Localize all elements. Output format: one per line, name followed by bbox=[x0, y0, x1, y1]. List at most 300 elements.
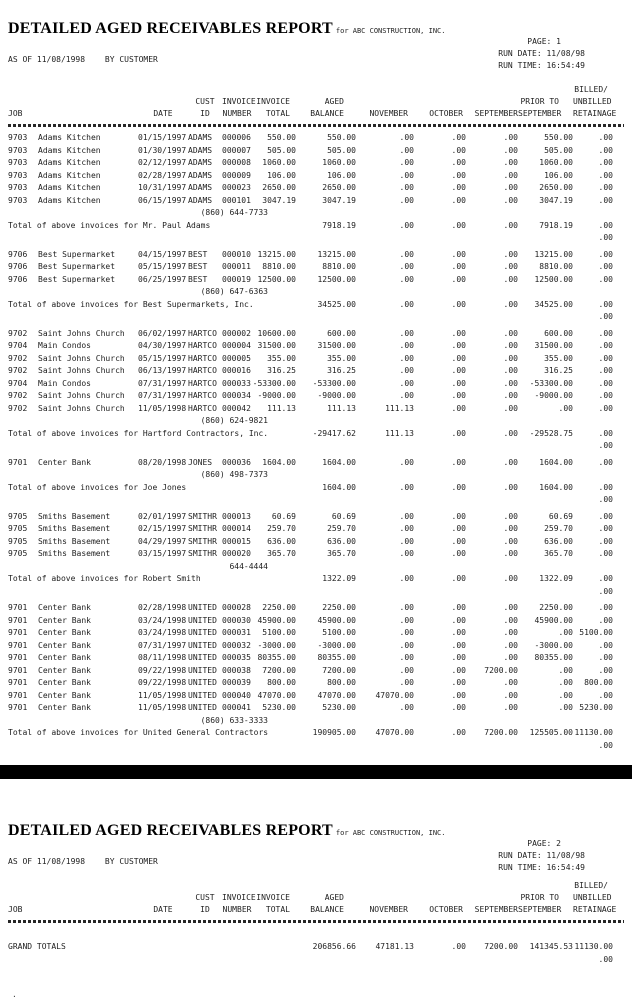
october-amount: .00 bbox=[451, 628, 466, 637]
prior-to-september-amount: 365.70 bbox=[544, 549, 573, 558]
job-name: Adams Kitchen bbox=[38, 195, 101, 205]
aged-balance: 7200.00 bbox=[322, 665, 356, 675]
customer-id: UNITED bbox=[188, 615, 217, 625]
col-november-label: NOVEMBER bbox=[369, 905, 408, 914]
november-amount: .00 bbox=[399, 353, 414, 363]
invoice-row bbox=[0, 274, 632, 287]
dash-aged-balance bbox=[296, 715, 356, 728]
invoice-total: 45900.00 bbox=[257, 615, 296, 625]
customer-phone: 644-4444 bbox=[229, 561, 268, 571]
col-cust-label-2: ID bbox=[200, 905, 210, 914]
total-october: .00 bbox=[451, 574, 466, 583]
invoice-row bbox=[0, 145, 632, 158]
september-amount: .00 bbox=[503, 678, 518, 687]
october-amount: .00 bbox=[451, 640, 466, 650]
september-amount: .00 bbox=[503, 653, 518, 662]
col-prior-label-1: PRIOR TO bbox=[520, 97, 559, 106]
customer-id: BEST bbox=[188, 249, 208, 259]
invoice-number: 000032 bbox=[222, 640, 251, 650]
september-amount: .00 bbox=[503, 133, 518, 142]
invoice-number: 000041 bbox=[222, 703, 251, 712]
dash-retainage bbox=[573, 415, 613, 428]
september-amount: .00 bbox=[503, 457, 518, 467]
column-headers-slot bbox=[0, 84, 632, 127]
retainage-amount: .00 bbox=[598, 603, 613, 612]
invoice-number: 000008 bbox=[222, 158, 251, 167]
retainage-carry-row bbox=[0, 494, 632, 507]
invoice-total: 355.00 bbox=[267, 353, 296, 363]
column-headers bbox=[0, 880, 632, 923]
dash-retainage bbox=[573, 207, 613, 220]
customer-id: UNITED bbox=[188, 703, 217, 712]
retainage-carry-amount: .00 bbox=[598, 312, 613, 321]
october-amount: .00 bbox=[451, 341, 466, 350]
retainage-amount: .00 bbox=[598, 366, 613, 375]
dash-aged-balance bbox=[296, 415, 356, 428]
november-amount: .00 bbox=[399, 378, 414, 388]
prior-to-september-amount: .00 bbox=[558, 678, 573, 687]
col-aged-label-1: AGED bbox=[324, 97, 344, 106]
customer-id: ADAMS bbox=[188, 145, 213, 155]
invoice-date: 04/29/1997 bbox=[138, 536, 187, 546]
invoice-total: 31500.00 bbox=[257, 341, 296, 350]
total-prior-to-september: 1604.00 bbox=[539, 482, 573, 492]
as-of-date: AS OF 11/08/1998 bbox=[8, 857, 86, 866]
november-amount: .00 bbox=[399, 328, 414, 338]
dash-aged-balance bbox=[296, 286, 356, 299]
job-name: Adams Kitchen bbox=[38, 170, 101, 180]
job-name: Center Bank bbox=[38, 603, 91, 612]
prior-to-september-amount: 13215.00 bbox=[534, 249, 573, 259]
dash-retainage bbox=[573, 715, 613, 728]
subtotal-separator-row bbox=[0, 286, 632, 299]
invoice-row bbox=[0, 365, 632, 378]
prior-to-september-amount: 12500.00 bbox=[534, 274, 573, 284]
column-header-line-2 bbox=[0, 892, 632, 904]
total-prior-to-september: 141345.53 bbox=[529, 942, 573, 951]
september-amount: .00 bbox=[503, 183, 518, 192]
customer-id: UNITED bbox=[188, 628, 217, 637]
october-amount: .00 bbox=[451, 170, 466, 180]
november-amount: .00 bbox=[399, 628, 414, 637]
total-september: .00 bbox=[503, 299, 518, 309]
total-aged-balance: 34525.00 bbox=[317, 299, 356, 309]
prior-to-september-amount: 31500.00 bbox=[534, 341, 573, 350]
invoice-date: 01/15/1997 bbox=[138, 133, 187, 142]
job-name: Center Bank bbox=[38, 678, 91, 687]
september-amount: .00 bbox=[503, 274, 518, 284]
aged-balance: 800.00 bbox=[327, 678, 356, 687]
job-number: 9704 bbox=[8, 378, 28, 388]
job-number: 9705 bbox=[8, 524, 28, 533]
dash-september bbox=[466, 415, 518, 428]
invoice-total: 12500.00 bbox=[257, 274, 296, 284]
job-number: 9701 bbox=[8, 457, 28, 467]
column-header-line-1 bbox=[0, 84, 632, 96]
invoice-row bbox=[0, 627, 632, 640]
november-amount: .00 bbox=[399, 615, 414, 625]
run-time: RUN TIME: 16:54:49 bbox=[498, 863, 585, 872]
invoice-row bbox=[0, 523, 632, 536]
invoice-number: 000040 bbox=[222, 690, 251, 700]
sort-mode: BY CUSTOMER bbox=[104, 857, 158, 866]
invoice-date: 06/15/1997 bbox=[138, 195, 187, 205]
retainage-amount: .00 bbox=[598, 328, 613, 338]
job-name: Center Bank bbox=[38, 653, 91, 662]
invoice-row bbox=[0, 378, 632, 391]
job-number: 9705 bbox=[8, 536, 28, 546]
october-amount: .00 bbox=[451, 403, 466, 413]
invoice-date: 03/15/1997 bbox=[138, 549, 187, 558]
invoice-row bbox=[0, 195, 632, 208]
aged-balance: 45900.00 bbox=[317, 615, 356, 625]
september-amount: .00 bbox=[503, 511, 518, 521]
col-retainage-label-2: UNBILLED bbox=[573, 97, 612, 106]
invoice-number: 000033 bbox=[222, 378, 251, 388]
col-invno-label-1: INVOICE bbox=[222, 893, 256, 902]
job-number: 9701 bbox=[8, 703, 28, 712]
invoice-date: 02/28/1997 bbox=[138, 170, 187, 180]
job-number: 9701 bbox=[8, 640, 28, 650]
invoice-total: 8810.00 bbox=[262, 262, 296, 271]
total-label: GRAND TOTALS bbox=[8, 942, 66, 951]
aged-balance: 1604.00 bbox=[322, 457, 356, 467]
invoice-total: 259.70 bbox=[267, 524, 296, 533]
invoice-total: 2250.00 bbox=[262, 603, 296, 612]
october-amount: .00 bbox=[451, 549, 466, 558]
job-name: Center Bank bbox=[38, 665, 91, 675]
invoice-row bbox=[0, 249, 632, 262]
october-amount: .00 bbox=[451, 703, 466, 712]
customer-id: BEST bbox=[188, 274, 208, 284]
aged-balance: 5100.00 bbox=[322, 628, 356, 637]
dash-september bbox=[466, 286, 518, 299]
job-number: 9701 bbox=[8, 678, 28, 687]
september-amount: .00 bbox=[503, 145, 518, 155]
retainage-amount: .00 bbox=[598, 262, 613, 271]
september-amount: .00 bbox=[503, 703, 518, 712]
november-amount: .00 bbox=[399, 366, 414, 375]
total-october: .00 bbox=[451, 220, 466, 230]
customer-id: HARTCO bbox=[188, 378, 217, 388]
job-name: Saint Johns Church bbox=[38, 353, 125, 363]
job-number: 9703 bbox=[8, 133, 28, 142]
dash-october bbox=[414, 207, 466, 220]
total-prior-to-september: 125505.00 bbox=[529, 728, 573, 737]
prior-to-september-amount: 505.00 bbox=[544, 145, 573, 155]
september-amount: .00 bbox=[503, 170, 518, 180]
customer-id: HARTCO bbox=[188, 341, 217, 350]
dash-november bbox=[356, 469, 414, 482]
retainage-amount: .00 bbox=[598, 145, 613, 155]
october-amount: .00 bbox=[451, 353, 466, 363]
total-november: 47070.00 bbox=[375, 728, 414, 737]
dash-september bbox=[466, 469, 518, 482]
dash-prior bbox=[518, 207, 573, 220]
invoice-row bbox=[0, 340, 632, 353]
october-amount: .00 bbox=[451, 603, 466, 612]
dash-september bbox=[466, 207, 518, 220]
total-retainage: .00 bbox=[598, 482, 613, 492]
prior-to-september-amount: .00 bbox=[558, 665, 573, 675]
prior-to-september-amount: .00 bbox=[558, 628, 573, 637]
invoice-date: 08/20/1998 bbox=[138, 457, 187, 467]
september-amount: .00 bbox=[503, 378, 518, 388]
total-september: 7200.00 bbox=[484, 728, 518, 737]
invoice-total: 1604.00 bbox=[262, 457, 296, 467]
invoice-number: 000034 bbox=[222, 391, 251, 400]
title-line bbox=[0, 779, 632, 840]
invoice-number: 000019 bbox=[222, 274, 251, 284]
job-name: Smiths Basement bbox=[38, 549, 111, 558]
invoice-number: 000035 bbox=[222, 653, 251, 662]
subtotal-separator-row bbox=[0, 415, 632, 428]
prior-to-september-amount: -53300.00 bbox=[529, 378, 573, 388]
aged-balance: 636.00 bbox=[327, 536, 356, 546]
october-amount: .00 bbox=[451, 366, 466, 375]
invoice-row bbox=[0, 690, 632, 703]
job-number: 9703 bbox=[8, 158, 28, 167]
october-amount: .00 bbox=[451, 665, 466, 675]
invoice-total: 365.70 bbox=[267, 549, 296, 558]
prior-to-september-amount: 259.70 bbox=[544, 524, 573, 533]
report-page-2 bbox=[0, 779, 632, 1005]
total-october: .00 bbox=[451, 482, 466, 492]
total-row bbox=[0, 941, 632, 954]
job-number: 9702 bbox=[8, 391, 28, 400]
report-company: for ABC CONSTRUCTION, INC. bbox=[335, 829, 446, 837]
subtotal-separator-row bbox=[0, 715, 632, 728]
total-retainage: .00 bbox=[598, 220, 613, 230]
invoice-row bbox=[0, 132, 632, 145]
customer-phone: (860) 633-3333 bbox=[200, 715, 268, 725]
aged-balance: 47070.00 bbox=[317, 690, 356, 700]
job-number: 9703 bbox=[8, 170, 28, 180]
dash-aged-balance bbox=[296, 207, 356, 220]
november-amount: .00 bbox=[399, 678, 414, 687]
invoice-date: 02/01/1997 bbox=[138, 511, 187, 521]
page-meta bbox=[498, 36, 585, 72]
retainage-amount: .00 bbox=[598, 690, 613, 700]
november-amount: .00 bbox=[399, 170, 414, 180]
prior-to-september-amount: 80355.00 bbox=[534, 653, 573, 662]
november-amount: .00 bbox=[399, 457, 414, 467]
invoice-row bbox=[0, 457, 632, 470]
invoice-date: 01/30/1997 bbox=[138, 145, 187, 155]
total-october: .00 bbox=[451, 942, 466, 951]
retainage-amount: 5230.00 bbox=[579, 703, 613, 712]
total-september: .00 bbox=[503, 428, 518, 438]
column-header-line-3 bbox=[0, 904, 632, 916]
total-row bbox=[0, 573, 632, 586]
invoice-date: 04/30/1997 bbox=[138, 341, 187, 350]
customer-id: UNITED bbox=[188, 678, 217, 687]
retainage-amount: .00 bbox=[598, 653, 613, 662]
customer-id: BEST bbox=[188, 262, 208, 271]
col-retainage-label-1: BILLED/ bbox=[574, 881, 608, 890]
retainage-carry-row bbox=[0, 440, 632, 453]
job-name: Center Bank bbox=[38, 457, 91, 467]
total-november: 111.13 bbox=[385, 428, 414, 438]
retainage-carry-row bbox=[0, 740, 632, 753]
total-september: 7200.00 bbox=[484, 942, 518, 951]
retainage-amount: .00 bbox=[598, 536, 613, 546]
november-amount: .00 bbox=[399, 603, 414, 612]
invoice-total: 550.00 bbox=[267, 133, 296, 142]
total-label: Total of above invoices for Robert Smith bbox=[8, 574, 201, 583]
november-amount: .00 bbox=[399, 511, 414, 521]
october-amount: .00 bbox=[451, 133, 466, 142]
october-amount: .00 bbox=[451, 378, 466, 388]
total-retainage: .00 bbox=[598, 428, 613, 438]
invoice-number: 000014 bbox=[222, 524, 251, 533]
customer-id: ADAMS bbox=[188, 183, 213, 192]
retainage-amount: .00 bbox=[598, 457, 613, 467]
dash-november bbox=[356, 561, 414, 574]
customer-id: UNITED bbox=[188, 603, 217, 612]
aged-balance: 13215.00 bbox=[317, 249, 356, 259]
job-name: Saint Johns Church bbox=[38, 403, 125, 413]
invoice-date: 11/05/1998 bbox=[138, 703, 187, 712]
november-amount: .00 bbox=[399, 536, 414, 546]
job-name: Adams Kitchen bbox=[38, 145, 101, 155]
invoice-date: 05/15/1997 bbox=[138, 353, 187, 363]
run-date: RUN DATE: 11/08/98 bbox=[498, 851, 585, 860]
october-amount: .00 bbox=[451, 195, 466, 205]
page-number: PAGE: 1 bbox=[527, 37, 561, 46]
september-amount: .00 bbox=[503, 353, 518, 363]
customer-phone: (860) 624-9821 bbox=[200, 416, 268, 425]
subtotal-separator-row bbox=[0, 207, 632, 220]
invoice-number: 000020 bbox=[222, 549, 251, 558]
october-amount: .00 bbox=[451, 690, 466, 700]
september-amount: .00 bbox=[503, 690, 518, 700]
november-amount: .00 bbox=[399, 274, 414, 284]
aged-balance: 505.00 bbox=[327, 145, 356, 155]
prior-to-september-amount: 1604.00 bbox=[539, 457, 573, 467]
invoice-date: 08/11/1998 bbox=[138, 653, 187, 662]
total-prior-to-september: -29528.75 bbox=[529, 428, 573, 438]
aged-balance: 8810.00 bbox=[322, 262, 356, 271]
invoice-date: 02/12/1997 bbox=[138, 158, 187, 167]
invoice-number: 000030 bbox=[222, 615, 251, 625]
retainage-amount: .00 bbox=[598, 665, 613, 675]
invoice-row bbox=[0, 353, 632, 366]
invoice-date: 10/31/1997 bbox=[138, 183, 187, 192]
invoice-total: 80355.00 bbox=[257, 653, 296, 662]
dash-november bbox=[356, 715, 414, 728]
job-name: Best Supermarket bbox=[38, 249, 116, 259]
run-time: RUN TIME: 16:54:49 bbox=[498, 61, 585, 70]
retainage-carry-amount: .00 bbox=[598, 586, 613, 596]
prior-to-september-amount: 60.69 bbox=[548, 511, 573, 521]
aged-balance: -53300.00 bbox=[312, 378, 356, 388]
job-number: 9703 bbox=[8, 183, 28, 192]
total-aged-balance: 1604.00 bbox=[322, 482, 356, 492]
total-november: .00 bbox=[399, 220, 414, 230]
aged-balance: 12500.00 bbox=[317, 274, 356, 284]
aged-balance: 3047.19 bbox=[322, 195, 356, 205]
dash-september bbox=[466, 715, 518, 728]
job-name: Center Bank bbox=[38, 615, 91, 625]
october-amount: .00 bbox=[451, 536, 466, 546]
invoice-row bbox=[0, 652, 632, 665]
total-label: Total of above invoices for Hartford Contractors, Inc. bbox=[8, 428, 269, 438]
invoice-number: 000028 bbox=[222, 603, 251, 612]
retainage-carry-amount: .00 bbox=[598, 441, 613, 450]
prior-to-september-amount: .00 bbox=[558, 403, 573, 413]
september-amount: .00 bbox=[503, 366, 518, 375]
september-amount: .00 bbox=[503, 262, 518, 271]
customer-id: UNITED bbox=[188, 653, 217, 662]
total-label: Total of above invoices for Mr. Paul Adams bbox=[8, 220, 211, 230]
invoice-total: 106.00 bbox=[267, 170, 296, 180]
invoice-total: 636.00 bbox=[267, 536, 296, 546]
col-invtotal-label-1: INVOICE bbox=[256, 893, 290, 902]
grand-totals-section bbox=[0, 941, 632, 966]
prior-to-september-amount: 3047.19 bbox=[539, 195, 573, 205]
job-name: Adams Kitchen bbox=[38, 133, 101, 142]
invoice-total: -53300.00 bbox=[252, 378, 296, 388]
total-row bbox=[0, 482, 632, 495]
job-name: Smiths Basement bbox=[38, 536, 111, 546]
customer-id: UNITED bbox=[188, 640, 217, 650]
dash-october bbox=[414, 561, 466, 574]
invoice-row bbox=[0, 390, 632, 403]
retainage-carry-row bbox=[0, 954, 632, 967]
report-title: DETAILED AGED RECEIVABLES REPORT bbox=[8, 20, 333, 37]
customer-id: UNITED bbox=[188, 690, 217, 700]
col-invtotal-label-2: TOTAL bbox=[265, 109, 290, 118]
retainage-amount: .00 bbox=[598, 524, 613, 533]
invoice-number: 000005 bbox=[222, 353, 251, 363]
retainage-amount: .00 bbox=[598, 249, 613, 259]
november-amount: .00 bbox=[399, 665, 414, 675]
invoice-number: 000002 bbox=[222, 328, 251, 338]
retainage-amount: 5100.00 bbox=[579, 628, 613, 637]
column-headers-slot bbox=[0, 880, 632, 923]
page-meta bbox=[498, 838, 585, 874]
total-row bbox=[0, 428, 632, 441]
aged-balance: 2250.00 bbox=[322, 603, 356, 612]
dash-prior bbox=[518, 415, 573, 428]
retainage-carry-row bbox=[0, 586, 632, 599]
subtotal-separator-row bbox=[0, 561, 632, 574]
report-company: for ABC CONSTRUCTION, INC. bbox=[335, 27, 446, 35]
prior-to-september-amount: 1060.00 bbox=[539, 158, 573, 167]
retainage-amount: .00 bbox=[598, 378, 613, 388]
invoice-number: 000011 bbox=[222, 262, 251, 271]
job-name: Center Bank bbox=[38, 628, 91, 637]
total-retainage: .00 bbox=[598, 299, 613, 309]
november-amount: .00 bbox=[399, 653, 414, 662]
job-name: Center Bank bbox=[38, 640, 91, 650]
november-amount: .00 bbox=[399, 262, 414, 271]
customer-phone: (860) 644-7733 bbox=[200, 208, 268, 217]
october-amount: .00 bbox=[451, 183, 466, 192]
aged-balance: 316.25 bbox=[327, 366, 356, 375]
invoice-date: 07/31/1997 bbox=[138, 640, 187, 650]
invoice-number: 000009 bbox=[222, 170, 251, 180]
retainage-amount: .00 bbox=[598, 341, 613, 350]
invoice-total: 2650.00 bbox=[262, 183, 296, 192]
col-november-label: NOVEMBER bbox=[369, 109, 408, 118]
customer-id: ADAMS bbox=[188, 158, 213, 167]
col-invno-label-1: INVOICE bbox=[222, 97, 256, 106]
october-amount: .00 bbox=[451, 653, 466, 662]
retainage-amount: .00 bbox=[598, 391, 613, 400]
col-aged-label-2: BALANCE bbox=[310, 905, 344, 914]
